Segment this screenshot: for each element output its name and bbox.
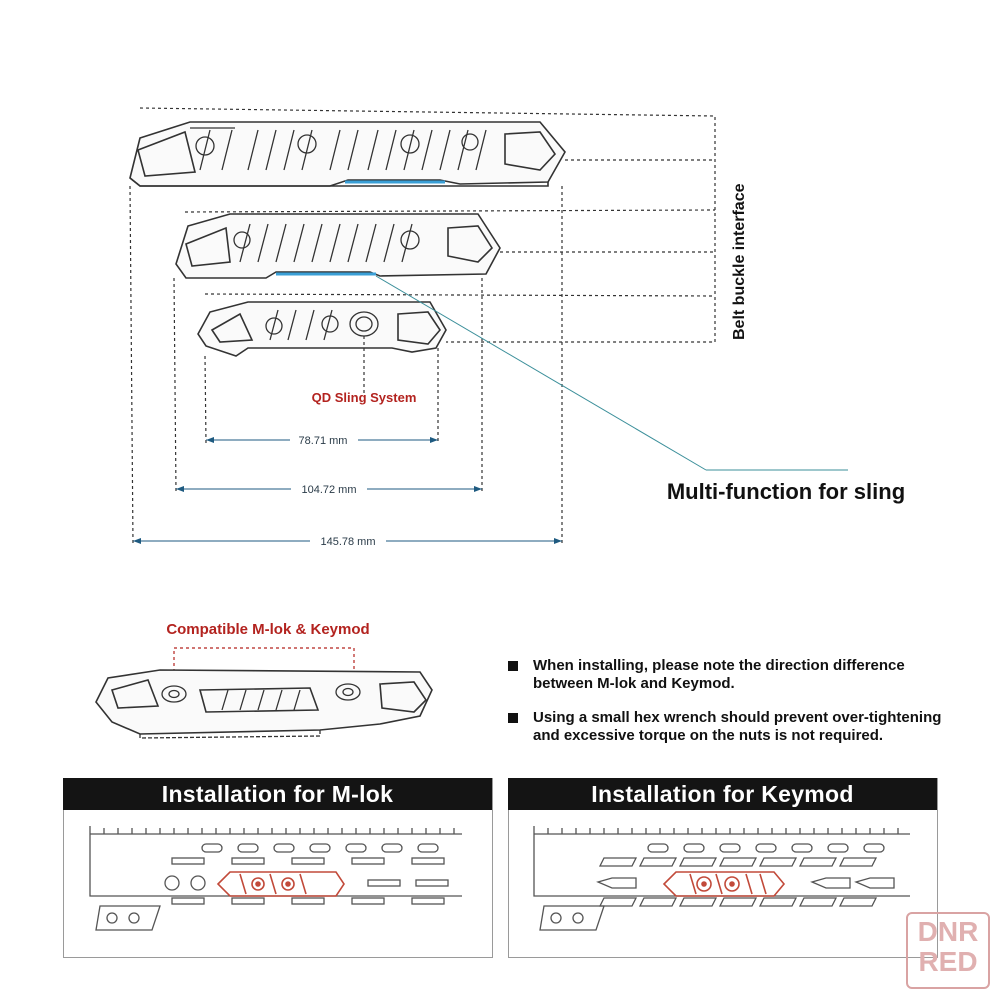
belt-buckle-label: Belt buckle interface xyxy=(731,183,748,340)
note-hex-wrench-text: Using a small hex wrench should prevent over-tightening and excessive torque on the nuts is not required. xyxy=(533,709,942,744)
dim-label-short: 78.71 mm xyxy=(298,435,348,447)
qd-sling-label: QD Sling System xyxy=(311,390,417,405)
dim-label-long: 145.78 mm xyxy=(320,536,376,548)
long-rail xyxy=(130,122,565,186)
medium-rail xyxy=(176,214,500,278)
watermark-logo: DNR RED xyxy=(906,912,990,989)
keymod-install-title: Installation for Keymod xyxy=(508,778,937,810)
mlok-install-title: Installation for M-lok xyxy=(63,778,492,810)
multi-function-label: Multi-function for sling xyxy=(666,479,906,504)
bullet-icon xyxy=(508,661,518,671)
note-direction-text: When installing, please note the direction difference between M-lok and Keymod. xyxy=(533,657,905,692)
bullet-icon xyxy=(508,713,518,723)
compatible-rail xyxy=(96,670,432,738)
multi-function-leader xyxy=(376,276,848,470)
short-rail xyxy=(198,302,446,356)
compatible-label: Compatible M-lok & Keymod xyxy=(166,621,370,638)
dim-label-medium: 104.72 mm xyxy=(301,484,357,496)
